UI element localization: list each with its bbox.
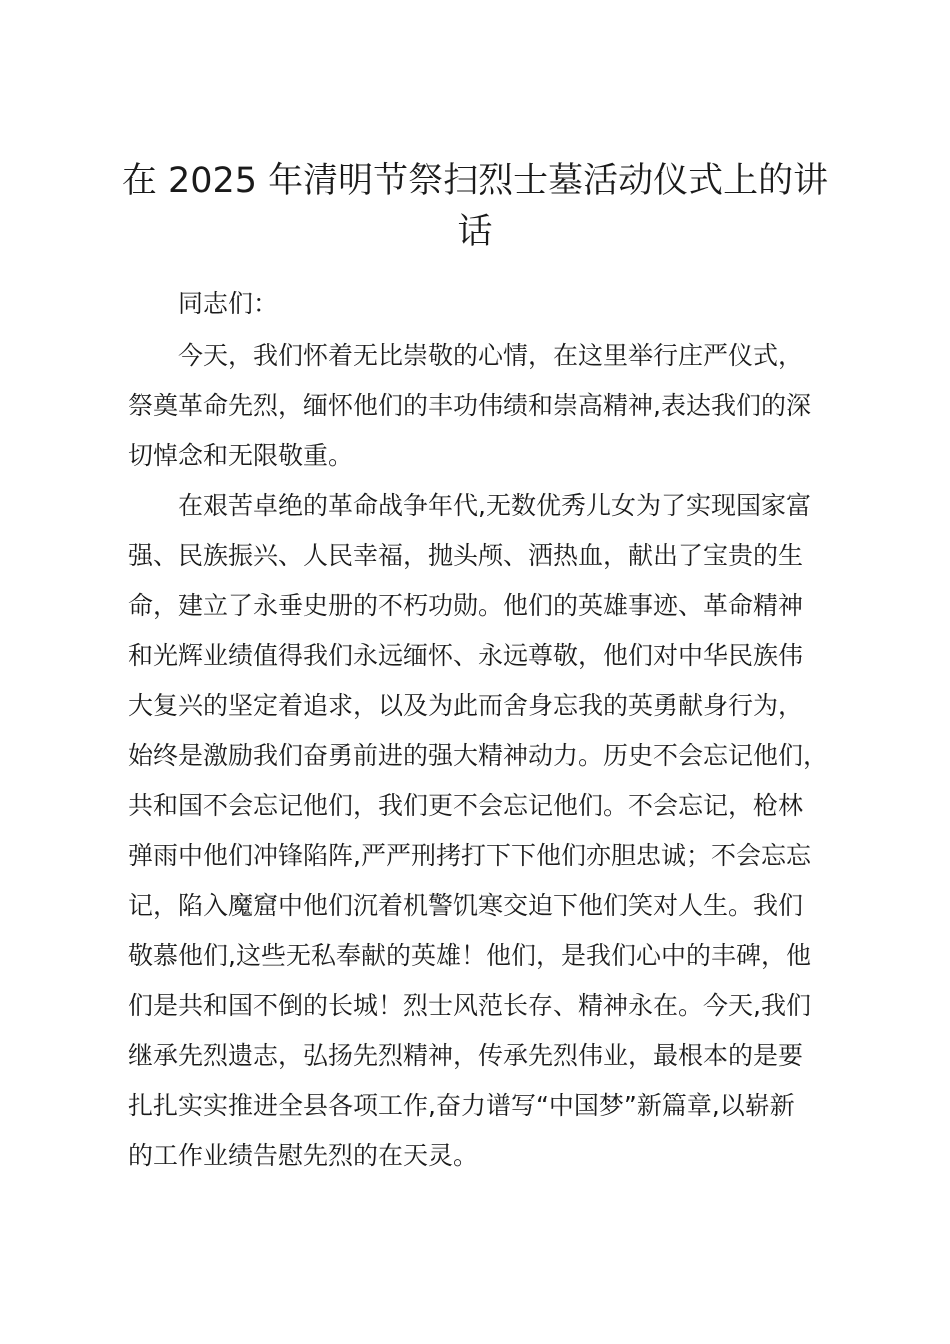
paragraph-2-line: 强、民族振兴、人民幸福，抛头颅、洒热血，献出了宝贵的生 — [128, 541, 804, 570]
paragraph-2-line: 大复兴的坚定着追求，以及为此而舍身忘我的英勇献身行为， — [128, 691, 804, 720]
paragraph-2-line: 命，建立了永垂史册的不朽功勋。他们的英雄事迹、革命精神 — [128, 591, 804, 620]
paragraph-1-line: 祭奠革命先烈，缅怀他们的丰功伟绩和崇高精神,表达我们的深 — [128, 391, 811, 420]
paragraph-2-line: 弹雨中他们冲锋陷阵,严严刑拷打下下他们亦胆忠诚；不会忘忘 — [128, 841, 811, 870]
paragraph-2-line: 们是共和国不倒的长城！烈士风范长存、精神永在。今天,我们 — [128, 991, 811, 1020]
paragraph-2-line: 的工作业绩告慰先烈的在天灵。 — [128, 1141, 479, 1170]
paragraph-1-line: 切悼念和无限敬重。 — [128, 441, 354, 470]
paragraph-2-line: 共和国不会忘记他们，我们更不会忘记他们。不会忘记，枪林 — [128, 791, 804, 820]
document-title-line-2: 话 — [457, 212, 493, 252]
paragraph-2-line: 继承先烈遗志，弘扬先烈精神，传承先烈伟业，最根本的是要 — [128, 1041, 804, 1070]
paragraph-2-line: 敬慕他们,这些无私奉献的英雄！他们，是我们心中的丰碑，他 — [128, 941, 811, 970]
paragraph-2-line: 始终是激励我们奋勇前进的强大精神动力。历史不会忘记他们， — [128, 741, 829, 770]
paragraph-1-line: 今天，我们怀着无比崇敬的心情，在这里举行庄严仪式， — [178, 341, 804, 370]
document-title-line-1: 在 2025 年清明节祭扫烈士墓活动仪式上的讲 — [121, 161, 829, 201]
paragraph-2-line: 扎扎实实推进全县各项工作,奋力谱写“中国梦”新篇章,以崭新 — [128, 1091, 795, 1120]
paragraph-2-line: 在艰苦卓绝的革命战争年代,无数优秀儿女为了实现国家富 — [178, 491, 811, 520]
paragraph-2-line: 和光辉业绩值得我们永远缅怀、永远尊敬，他们对中华民族伟 — [128, 641, 804, 670]
paragraph-2-line: 记，陷入魔窟中他们沉着机警饥寒交迫下他们笑对人生。我们 — [128, 891, 804, 920]
salutation: 同志们： — [178, 289, 279, 318]
